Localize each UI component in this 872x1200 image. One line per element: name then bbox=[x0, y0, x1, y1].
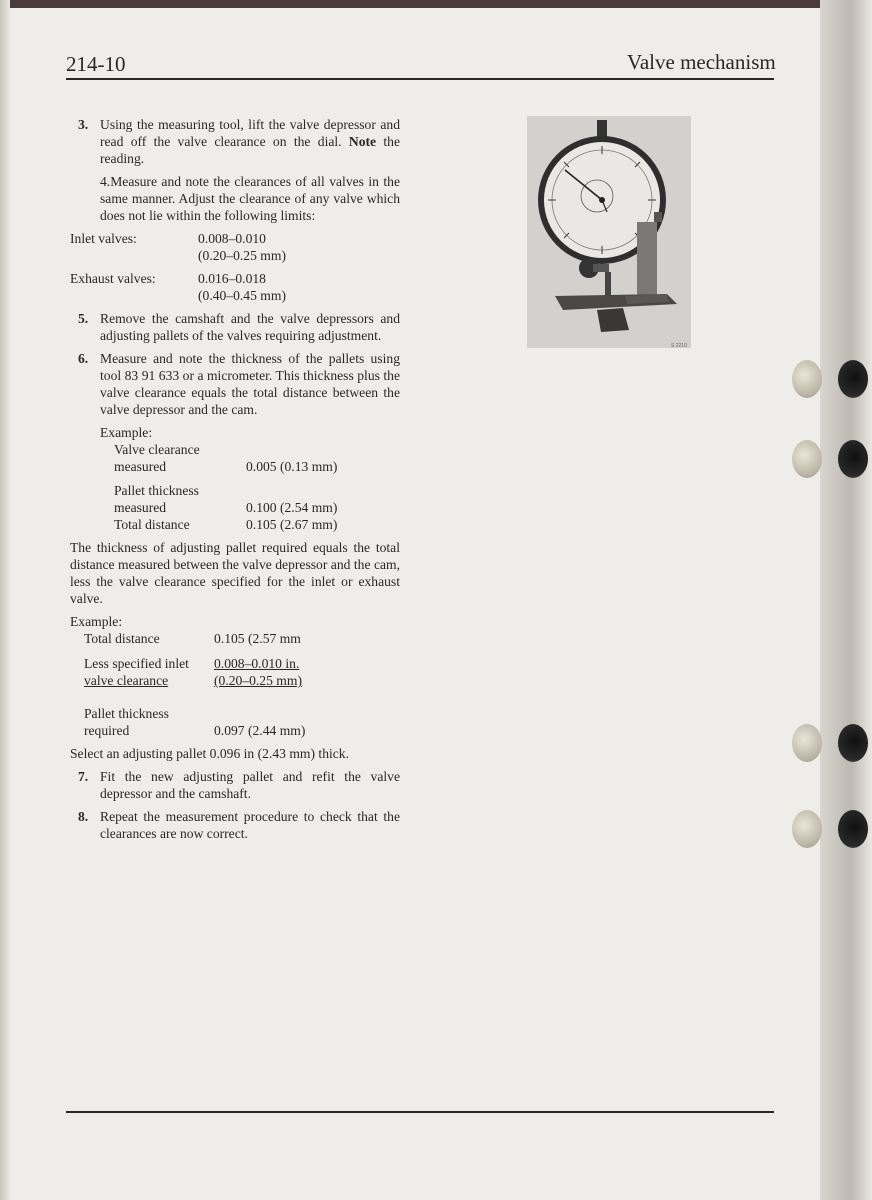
section-title: Valve mechanism bbox=[627, 50, 776, 74]
footer-rule bbox=[66, 1111, 774, 1113]
step-8: 8. Repeat the measurement procedure to check that the clearances are now correct. bbox=[78, 809, 400, 841]
example-2: Example: Total distance 0.105 (2.57 mm Less specified inlet valve clearance 0.008–0.010 in. (0.20–0.25 mm) Pallet thickness required 0.097 (2.44 mm) bbox=[70, 613, 400, 739]
step-3: 3. Using the measuring tool, lift the valve depressor and read off the valve clearance on the dial. Note the reading. bbox=[78, 117, 400, 166]
figure-id: S 2210 bbox=[671, 343, 687, 349]
binder-hole bbox=[792, 724, 822, 762]
page-right-edge bbox=[820, 0, 872, 1200]
dial-gauge-photo bbox=[527, 116, 691, 348]
page-left-edge bbox=[0, 0, 10, 1200]
example-row: Total distance 0.105 (2.57 mm bbox=[84, 631, 301, 646]
exhaust-limits: Exhaust valves: 0.016–0.018 (0.40–0.45 mm) bbox=[70, 271, 286, 303]
example-row: Valve clearance measured 0.005 (0.13 mm) bbox=[114, 442, 338, 474]
step-number: 6. bbox=[78, 351, 89, 366]
main-text-column bbox=[70, 116, 400, 848]
step-number: 3. bbox=[78, 117, 89, 132]
binder-hole bbox=[792, 360, 822, 398]
example-1: Example: Valve clearance measured 0.005 (0.13 mm) Pallet thickness measured 0.100 (2.54 mm) Total distance 0.105 (2.67 mm) bbox=[70, 424, 400, 533]
step-7: 7. Fit the new adjusting pallet and refit the valve depressor and the camshaft. bbox=[78, 769, 400, 801]
explanation-paragraph: The thickness of adjusting pallet required equals the total distance measured between the valve depressor and the cam, less the valve clearance specified for the inlet or exhaust valve. bbox=[70, 540, 400, 606]
step-number: 8. bbox=[78, 809, 89, 824]
dial-gauge-illustration bbox=[527, 116, 691, 348]
step-6: 6. Measure and note the thickness of the pallets using tool 83 91 633 or a micrometer. This thickness plus the valve clearance equals the total distance between the valve depressor and the cam. bbox=[78, 351, 400, 417]
step-5: 5. Remove the camshaft and the valve depressors and adjusting pallets of the valves requiring adjustment. bbox=[78, 311, 400, 343]
example-row: Less specified inlet valve clearance 0.008–0.010 in. (0.20–0.25 mm) bbox=[84, 656, 302, 688]
header-rule bbox=[66, 78, 774, 80]
note-label: Note bbox=[348, 134, 377, 149]
example-row: Total distance 0.105 (2.67 mm) bbox=[114, 517, 338, 532]
binder-hole bbox=[838, 724, 868, 762]
binder-hole bbox=[792, 440, 822, 478]
page-top-edge bbox=[0, 0, 872, 8]
page-number: 214-10 bbox=[66, 52, 126, 76]
binder-hole bbox=[838, 440, 868, 478]
binder-hole bbox=[838, 360, 868, 398]
example-row: Pallet thickness measured 0.100 (2.54 mm) bbox=[114, 483, 338, 515]
binder-hole bbox=[838, 810, 868, 848]
inlet-limits: Inlet valves: 0.008–0.010 (0.20–0.25 mm) bbox=[70, 231, 286, 263]
step-number: 7. bbox=[78, 769, 89, 784]
step-4: 4.Measure and note the clearances of all valves in the same manner. Adjust the clearance of any valve which does not lie within the following limits: bbox=[100, 174, 400, 223]
example-row: Pallet thickness required 0.097 (2.44 mm) bbox=[84, 706, 306, 738]
step-number: 5. bbox=[78, 311, 89, 326]
binder-hole bbox=[792, 810, 822, 848]
select-instruction: Select an adjusting pallet 0.096 in (2.43 mm) thick. bbox=[70, 746, 349, 761]
